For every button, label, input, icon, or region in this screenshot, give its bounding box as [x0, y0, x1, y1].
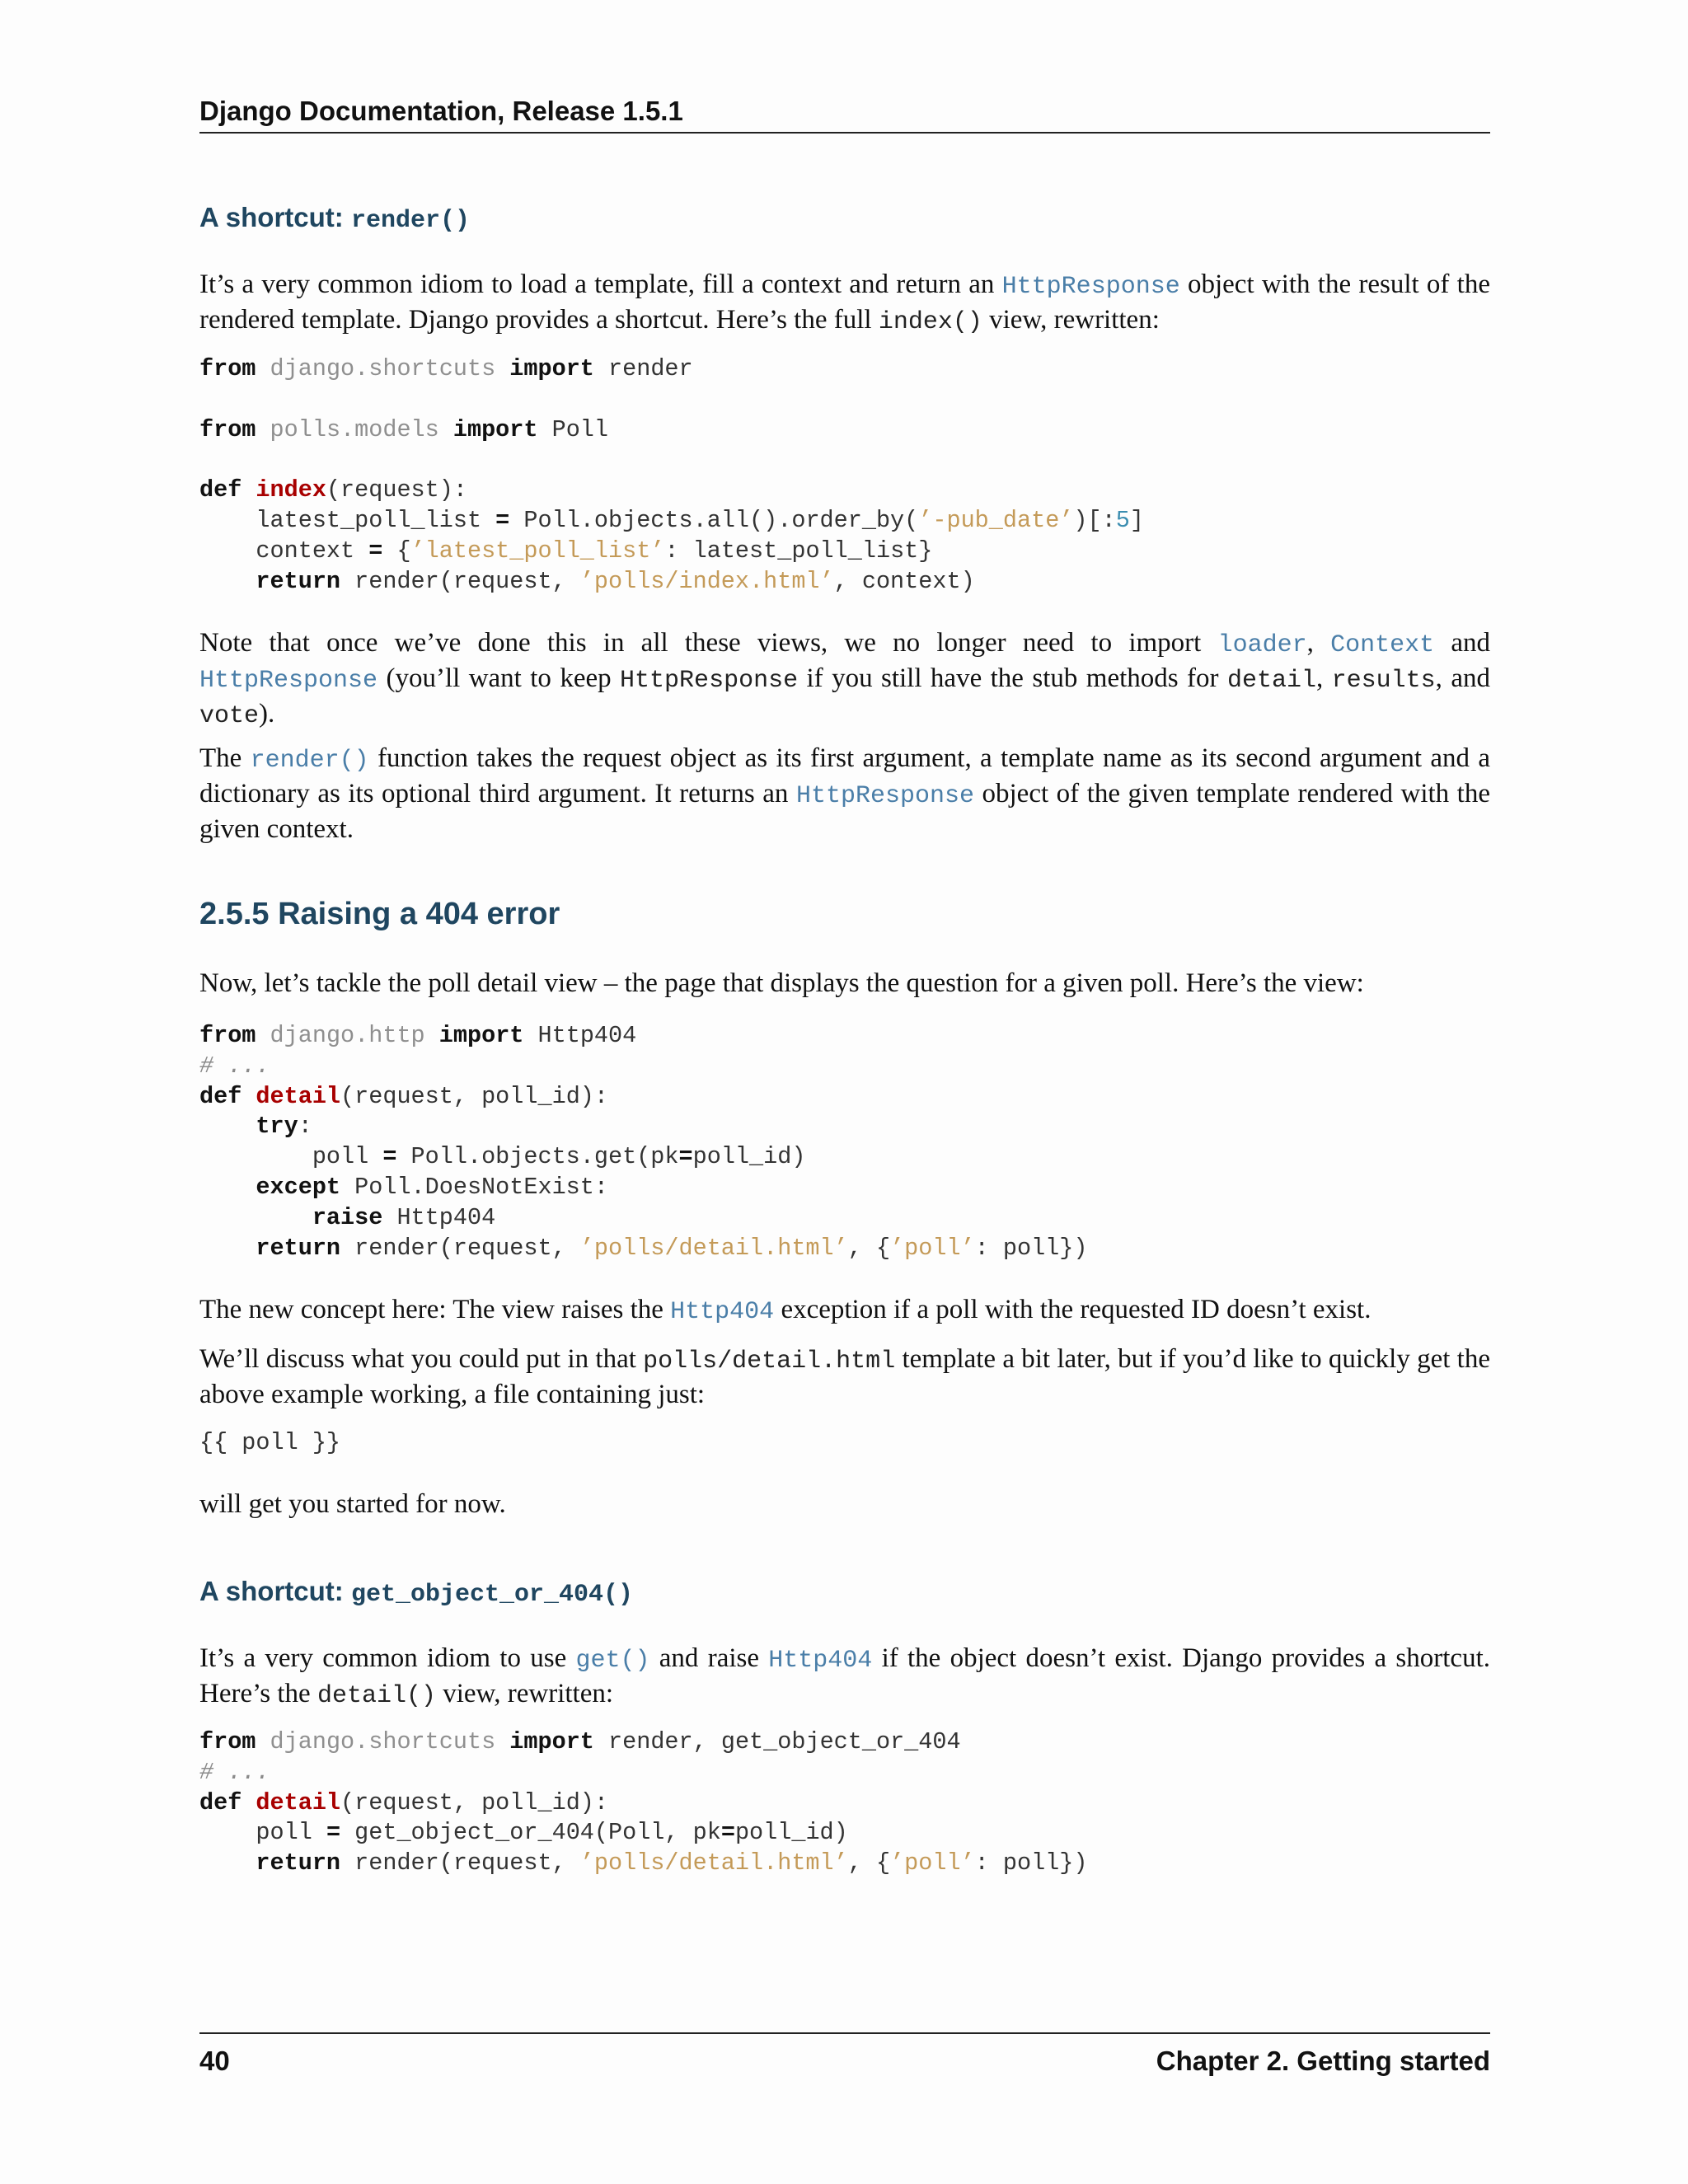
header-title: Django Documentation, Release 1.5.1	[199, 96, 683, 126]
render-link[interactable]: render()	[250, 747, 369, 775]
section-heading-404: 2.5.5 Raising a 404 error	[199, 897, 560, 931]
document-page	[199, 0, 1490, 2184]
loader-link[interactable]: loader	[1217, 631, 1307, 659]
chapter-title: Chapter 2. Getting started	[1156, 2046, 1490, 2076]
httpresponse-link[interactable]: HttpResponse	[795, 782, 974, 810]
section-heading-render: A shortcut: render()	[199, 202, 470, 235]
running-header	[199, 92, 1490, 134]
get-link[interactable]: get()	[575, 1647, 650, 1675]
paragraph-404-template: We’ll discuss what you could put in that polls/detail.html template a bit later, but if you’d like to quickly get the above example working, a file containing just:	[199, 1344, 1490, 1409]
code-block-404: from django.http import Http404 # ... def detail(request, poll_id): try: poll = Poll.objects.get(pk=poll_id) except Poll.DoesNotExist: raise Http404 return render(request, ’polls/detail.html’, {’poll’: poll})	[199, 1022, 1088, 1262]
httpresponse-link[interactable]: HttpResponse	[1001, 273, 1180, 301]
inline-code: index()	[878, 308, 982, 336]
code-block-render: from django.shortcuts import render from polls.models import Poll def index(request): latest_poll_list = Poll.objects.all().order_by(’-pub_date’)[:5] context = {’latest_poll_list’: latest_poll_list} return render(request, ’polls/index.html’, context)	[199, 355, 1144, 595]
paragraph-404-concept: The new concept here: The view raises the Http404 exception if a poll with the requested ID doesn’t exist.	[199, 1295, 1372, 1326]
section-render-shortcut	[199, 199, 1490, 240]
section-heading-get-object: A shortcut: get_object_or_404()	[199, 1576, 633, 1609]
paragraph-render-intro: It’s a very common idiom to load a template, fill a context and return an HttpResponse object with the result of the rendered template. Django provides a shortcut. Here’s the full index() view, rewritten:	[199, 269, 1490, 336]
paragraph-get-object-intro: It’s a very common idiom to use get() and raise Http404 if the object doesn’t exist. Django provides a shortcut. Here’s the detail() view, rewritten:	[199, 1643, 1490, 1710]
page-number: 40	[199, 2046, 230, 2076]
paragraph-404-started: will get you started for now.	[199, 1489, 506, 1519]
http404-link[interactable]: Http404	[670, 1298, 775, 1326]
running-footer	[199, 2032, 1490, 2080]
section-raising-404	[199, 893, 1490, 935]
paragraph-render-note: Note that once we’ve done this in all these views, we no longer need to import loader, Context and HttpResponse (you’ll want to keep HttpResponse if you still have the stub methods for detail, results, and vote).	[199, 628, 1490, 730]
code-block-template: {{ poll }}	[199, 1429, 341, 1456]
paragraph-render-function: The render() function takes the request object as its first argument, a template name as its second argument and a dictionary as its optional third argument. It returns an HttpResponse object of the given template rendered with the given context.	[199, 743, 1490, 844]
section-get-object-shortcut	[199, 1572, 1490, 1614]
context-link[interactable]: Context	[1330, 631, 1435, 659]
http404-link[interactable]: Http404	[768, 1647, 873, 1675]
httpresponse-link[interactable]: HttpResponse	[199, 667, 378, 695]
paragraph-404-intro: Now, let’s tackle the poll detail view – the page that displays the question for a given poll. Here’s the view:	[199, 968, 1364, 998]
code-block-get-object: from django.shortcuts import render, get_object_or_404 # ... def detail(request, poll_id): poll = get_object_or_404(Poll, pk=poll_id) return render(request, ’polls/detail.html’, {’poll’: poll})	[199, 1728, 1088, 1877]
